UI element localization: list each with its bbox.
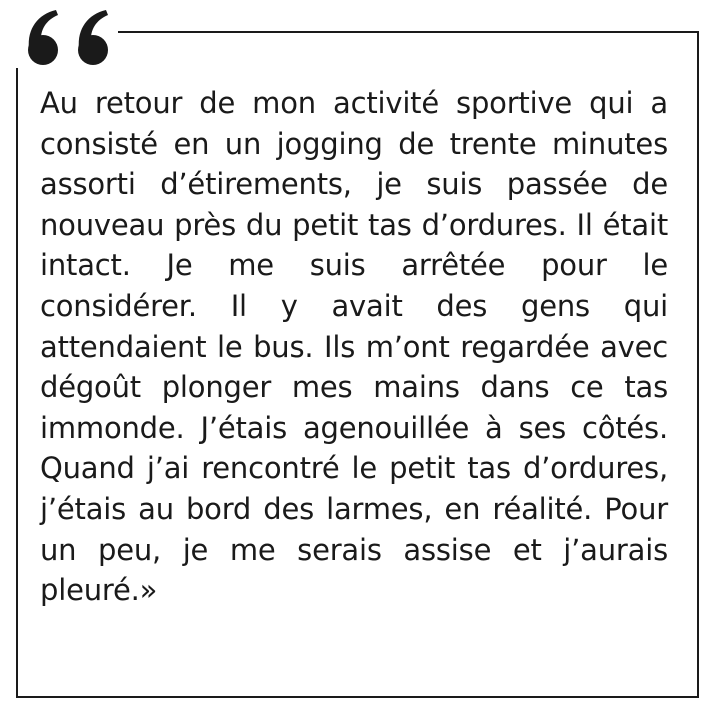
opening-quote-icon bbox=[16, 4, 118, 68]
quote-text: Au retour de mon activité sportive qui a consisté en un jogging de trente minutes assorti d’étirements, je suis passée de nouveau près du petit tas d’ordures. Il était intact. Je me suis arrêtée pour le considérer. Il y avait des gens qui attendaient le bus. Ils m’ont regardée avec dégoût plonger mes mains dans ce tas immonde. J’étais agenouillée à ses côtés. Quand j’ai rencontré le petit tas d’ordures, j’étais au bord des larmes, en réalité. Pour un peu, je me serais assise et j’aurais pleuré.» bbox=[40, 86, 668, 608]
